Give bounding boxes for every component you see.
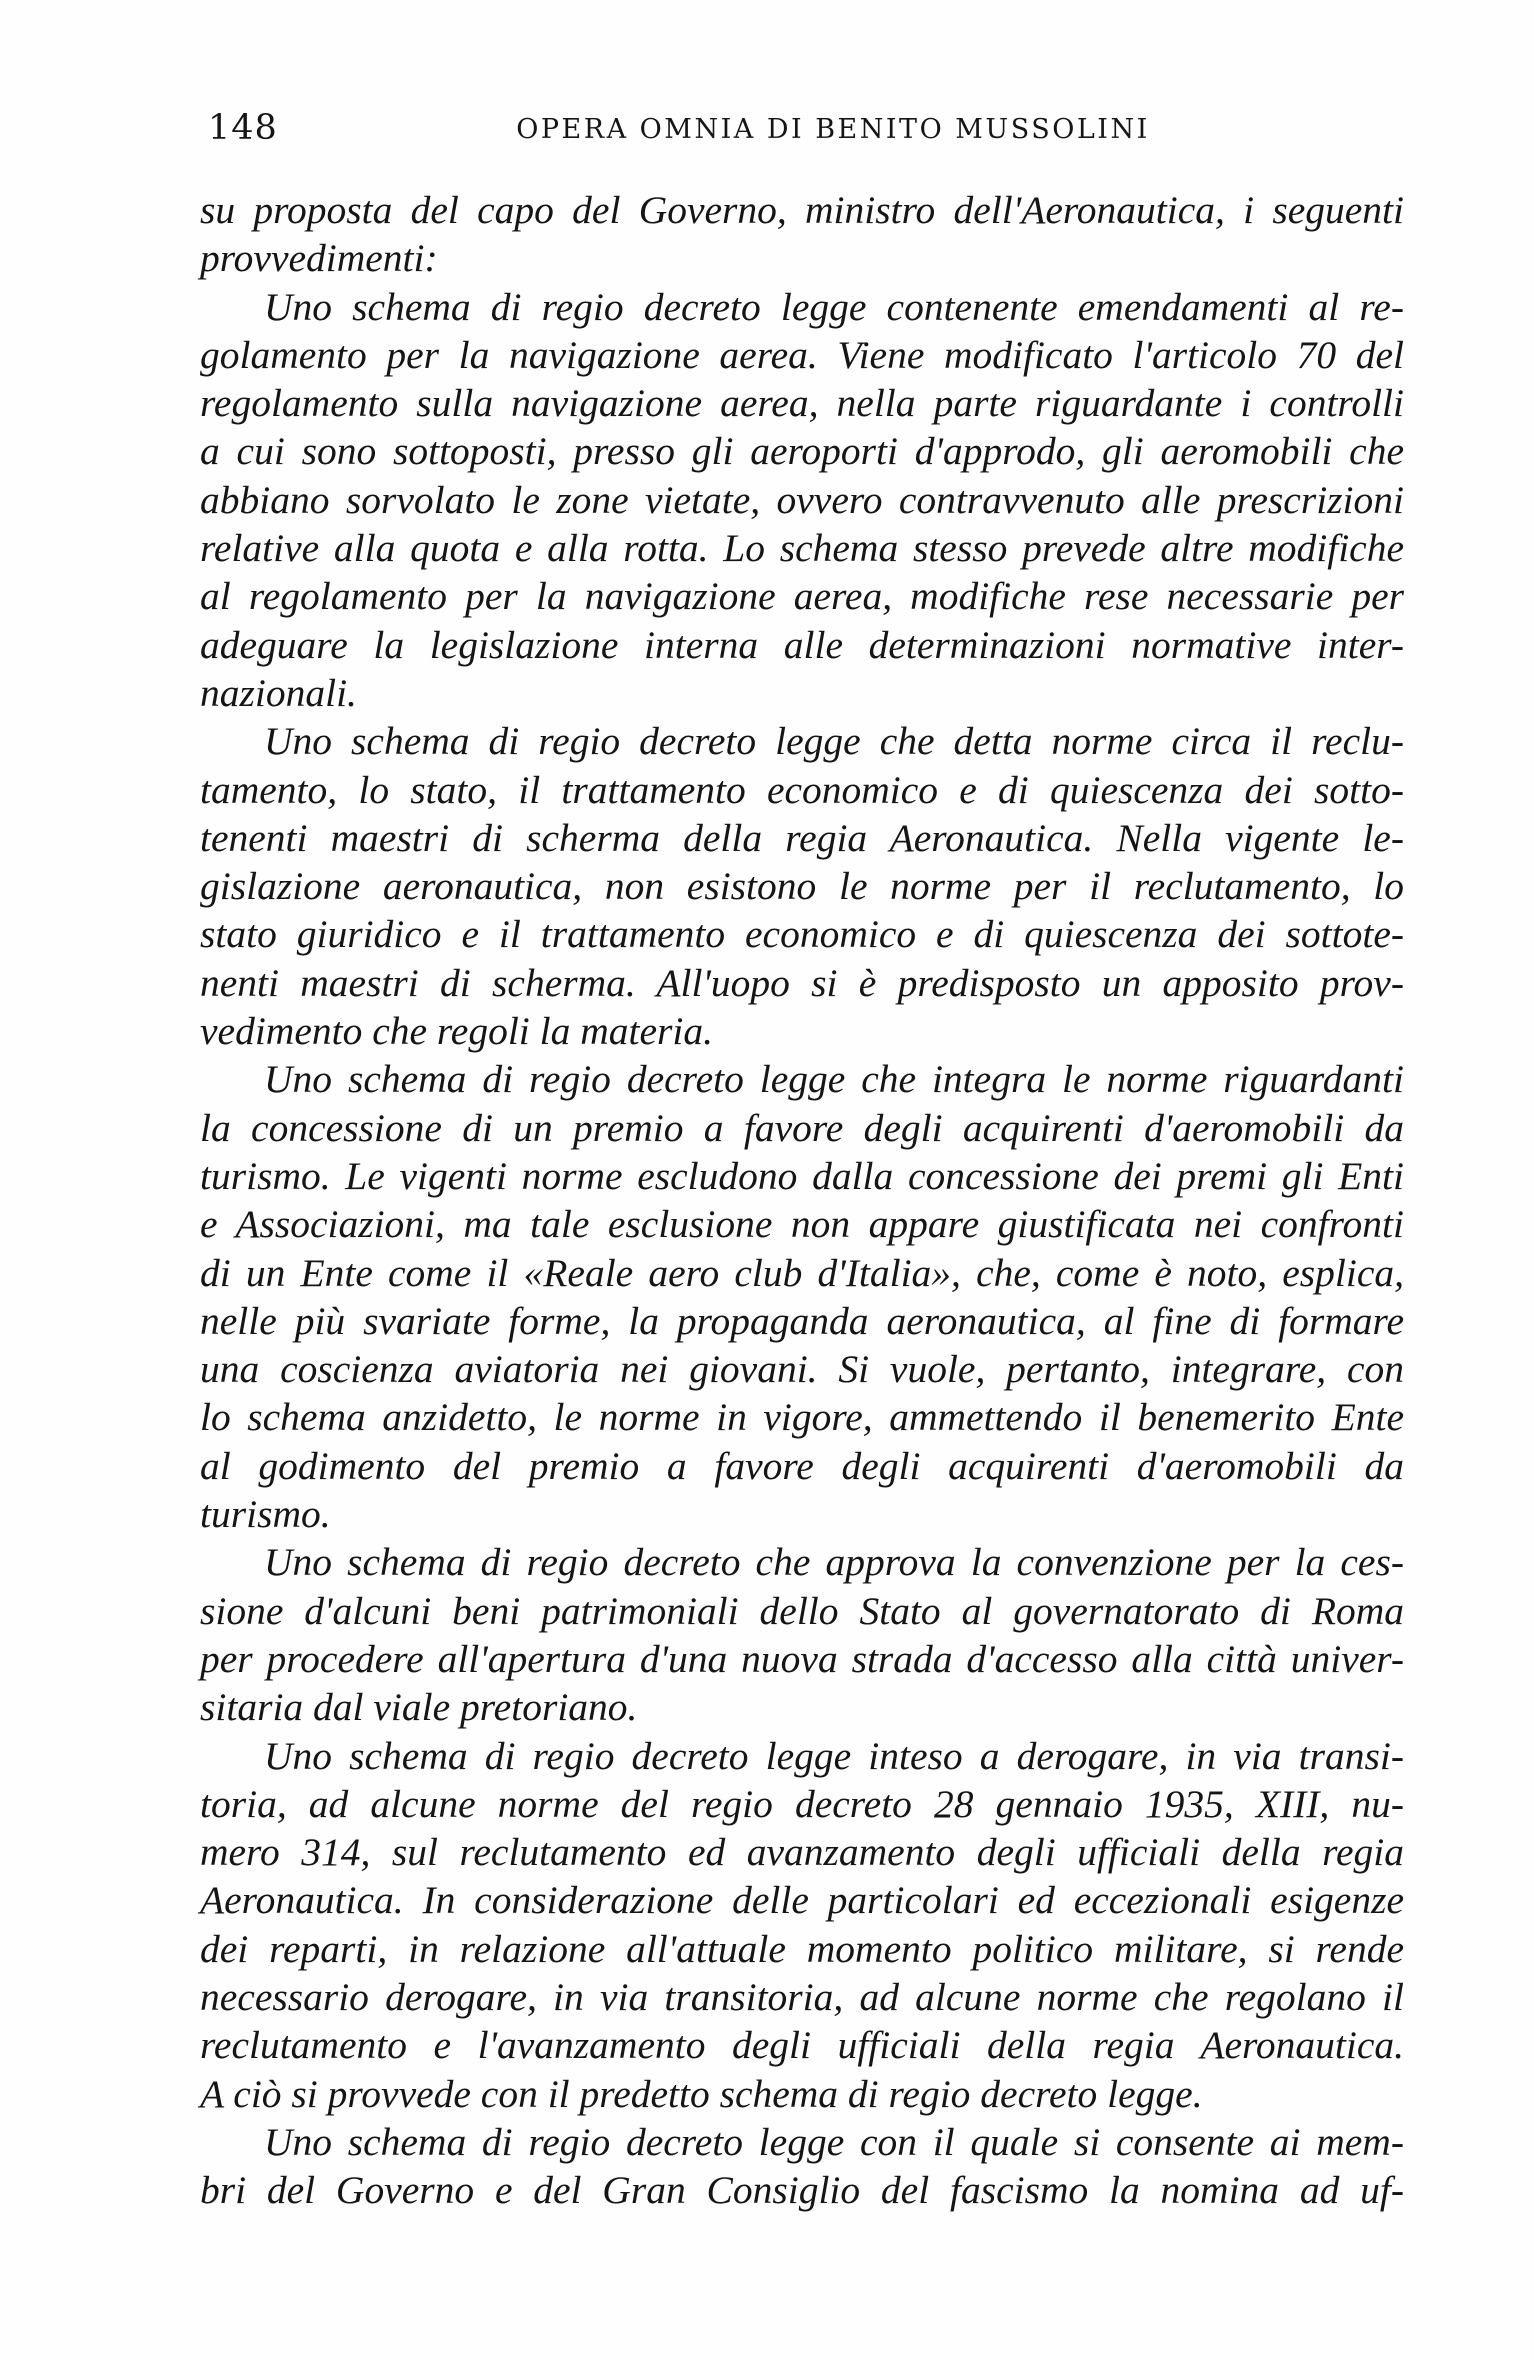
text-line: turismo. Le vigenti norme escludono dalla concessione dei premi gli Enti xyxy=(200,1153,1404,1198)
page-header xyxy=(208,108,1398,158)
text-line: nenti maestri di scherma. All'uopo si è predisposto un apposito prov- xyxy=(200,960,1404,1005)
text-line: golamento per la navigazione aerea. Viene modificato l'articolo 70 del xyxy=(200,332,1404,377)
text-line: adeguare la legislazione interna alle determinazioni normative inter- xyxy=(200,622,1404,667)
text-line: regolamento sulla navigazione aerea, nella parte riguardante i controlli xyxy=(200,381,1404,426)
text-line: toria, ad alcune norme del regio decreto 28 gennaio 1935, XIII, nu- xyxy=(200,1781,1404,1826)
text-line: reclutamento e l'avanzamento degli ufficiali della regia Aeronautica. xyxy=(200,2023,1404,2068)
text-line: su proposta del capo del Governo, ministro dell'Aeronautica, i seguenti xyxy=(200,188,1404,232)
text-line: dei reparti, in relazione all'attuale momento politico militare, si rende xyxy=(200,1926,1404,1971)
running-head: OPERA OMNIA DI BENITO MUSSOLINI xyxy=(516,114,1150,145)
text-line: turismo. xyxy=(200,1492,331,1537)
page-number: 148 xyxy=(208,108,278,148)
text-line: sione d'alcuni beni patrimoniali dello Stato al governatorato di Roma xyxy=(200,1588,1404,1633)
text-line: stato giuridico e il trattamento economico e di quiescenza dei sottote- xyxy=(200,912,1404,957)
text-line: Uno schema di regio decreto che approva la convenzione per la ces- xyxy=(264,1540,1404,1585)
text-line: A ciò si provvede con il predetto schema di regio decreto legge. xyxy=(200,2071,1203,2116)
text-line: a cui sono sottoposti, presso gli aeroporti d'approdo, gli aeromobili che xyxy=(200,429,1404,474)
text-line: vedimento che regoli la materia. xyxy=(200,1009,713,1054)
text-line: sitaria dal viale pretoriano. xyxy=(200,1685,638,1730)
body-text xyxy=(200,186,1404,2214)
text-line: necessario derogare, in via transitoria, ad alcune norme che regolano il xyxy=(200,1974,1404,2019)
text-line: di un Ente come il «Reale aero club d'Italia», che, come è noto, esplica, xyxy=(200,1250,1404,1295)
text-line: gislazione aeronautica, non esistono le norme per il reclutamento, lo xyxy=(200,864,1404,909)
text-line: la concessione di un premio a favore degli acquirenti d'aeromobili da xyxy=(200,1105,1404,1150)
text-line: lo schema anzidetto, le norme in vigore, ammettendo il benemerito Ente xyxy=(200,1395,1404,1440)
text-line: Uno schema di regio decreto legge che integra le norme riguardanti xyxy=(264,1057,1404,1102)
text-line: al godimento del premio a favore degli acquirenti d'aeromobili da xyxy=(200,1443,1404,1488)
text-line: mero 314, sul reclutamento ed avanzamento degli ufficiali della regia xyxy=(200,1830,1404,1875)
text-line: Aeronautica. In considerazione delle particolari ed eccezionali esigenze xyxy=(200,1878,1404,1923)
text-line: Uno schema di regio decreto legge inteso a derogare, in via transi- xyxy=(264,1733,1404,1778)
text-line: Uno schema di regio decreto legge contenente emendamenti al re- xyxy=(264,284,1404,329)
text-line: Uno schema di regio decreto legge con il quale si consente ai mem- xyxy=(264,2119,1404,2164)
text-line: tamento, lo stato, il trattamento economico e di quiescenza dei sotto- xyxy=(200,767,1404,812)
text-line: relative alla quota e alla rotta. Lo schema stesso prevede altre modifiche xyxy=(200,526,1404,571)
text-line: nelle più svariate forme, la propaganda aeronautica, al fine di formare xyxy=(200,1298,1404,1343)
text-line: e Associazioni, ma tale esclusione non appare giustificata nei confronti xyxy=(200,1202,1404,1247)
text-line: al regolamento per la navigazione aerea, modifiche rese necessarie per xyxy=(200,574,1404,619)
text-line: una coscienza aviatoria nei giovani. Si vuole, pertanto, integrare, con xyxy=(200,1347,1404,1392)
text-line: Uno schema di regio decreto legge che detta norme circa il reclu- xyxy=(264,719,1404,764)
text-line: bri del Governo e del Gran Consiglio del fascismo la nomina ad uf- xyxy=(200,2168,1404,2213)
text-line: nazionali. xyxy=(200,670,357,715)
text-line: tenenti maestri di scherma della regia Aeronautica. Nella vigente le- xyxy=(200,815,1404,860)
text-line: abbiano sorvolato le zone vietate, ovvero contravvenuto alle prescrizioni xyxy=(200,477,1404,522)
text-line: provvedimenti: xyxy=(200,236,438,281)
text-line: per procedere all'apertura d'una nuova strada d'accesso alla città univer- xyxy=(200,1636,1404,1681)
